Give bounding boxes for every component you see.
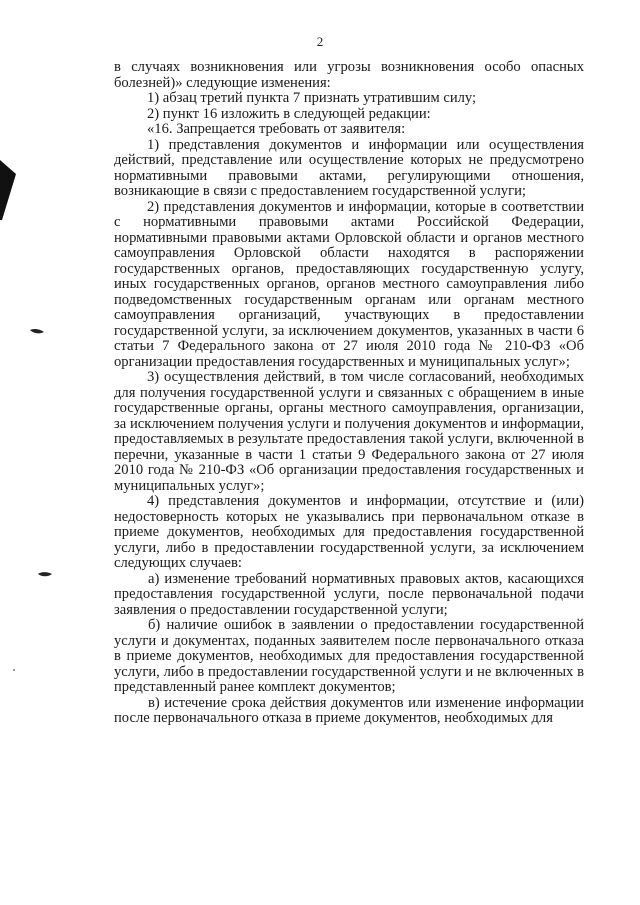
scan-mark-top-left (0, 160, 20, 220)
scan-mark-small-dot (12, 668, 16, 672)
paragraph-10: б) наличие ошибок в заявлении о предоставлении государственной услуги и документах, поданных заявителем после первоначального отказа в приеме документов, необходимых для предоставления государственной услуги, либо в предоставлении государственной услуги и не включенных в представленный ранее комплект документов; (114, 617, 584, 695)
paragraph-8: 4) представления документов и информации, отсутствие и (или) недостоверность которых не указывались при первоначальном отказе в приеме документов, необходимых для предоставления государственной услуги, либо в предоставлении государственной услуги, за исключением следующих случаев: (114, 493, 584, 571)
scan-mark-middle-left (30, 328, 44, 334)
scan-mark-lower-left (38, 571, 52, 577)
paragraph-5: 1) представления документов и информации или осуществления действий, представление или осуществление которых не предусмотрено нормативными правовыми актами, регулирующими отношения, возникающие в связи с предоставлением государственной услуги; (114, 136, 584, 199)
paragraph-6: 2) представления документов и информации, которые в соответствии с нормативными правовыми актами Российской Федерации, нормативными правовыми актами Орловской области и органов местного самоуправления Орловской области находятся в распоряжении государственных органов, предоставляющих государственную услугу, иных государственных органов, органов местного самоуправления либо подведомственных государственным органам или органам местного самоуправления организаций, участвующих в предоставлении государственной услуги, за исключением документов, указанных в части 6 статьи 7 Федерального закона от 27 июля 2010 года № 210-ФЗ «Об организации предоставления государственных и муниципальных услуг»; (114, 198, 584, 370)
paragraph-9: а) изменение требований нормативных правовых актов, касающихся предоставления государственной услуги, после первоначальной подачи заявления о предоставлении государственной услуги; (114, 570, 584, 618)
paragraph-3: 2) пункт 16 изложить в следующей редакции: (147, 105, 431, 122)
document-body (114, 60, 584, 727)
paragraph-2: 1) абзац третий пункта 7 признать утратившим силу; (147, 90, 477, 106)
paragraph-4: «16. Запрещается требовать от заявителя: (147, 121, 406, 137)
paragraph-1: в случаях возникновения или угрозы возникновения особо опасных болезней)» следующие изменения: (114, 59, 584, 91)
page-number: 2 (316, 34, 324, 49)
paragraph-11: в) истечение срока действия документов или изменение информации после первоначального отказа в приеме документов, необходимых для (114, 694, 584, 726)
paragraph-7: 3) осуществления действий, в том числе согласований, необходимых для получения государственной услуги и связанных с обращением в иные государственные органы, органы местного самоуправления, организации, за исключением получения услуги и получения документов и информации, предоставляемых в результате предоставления такой услуги, включенной в перечни, указанные в части 1 статьи 9 Федерального закона от 27 июля 2010 года № 210-ФЗ «Об организации предоставления государственных и муниципальных услуг»; (114, 369, 584, 494)
